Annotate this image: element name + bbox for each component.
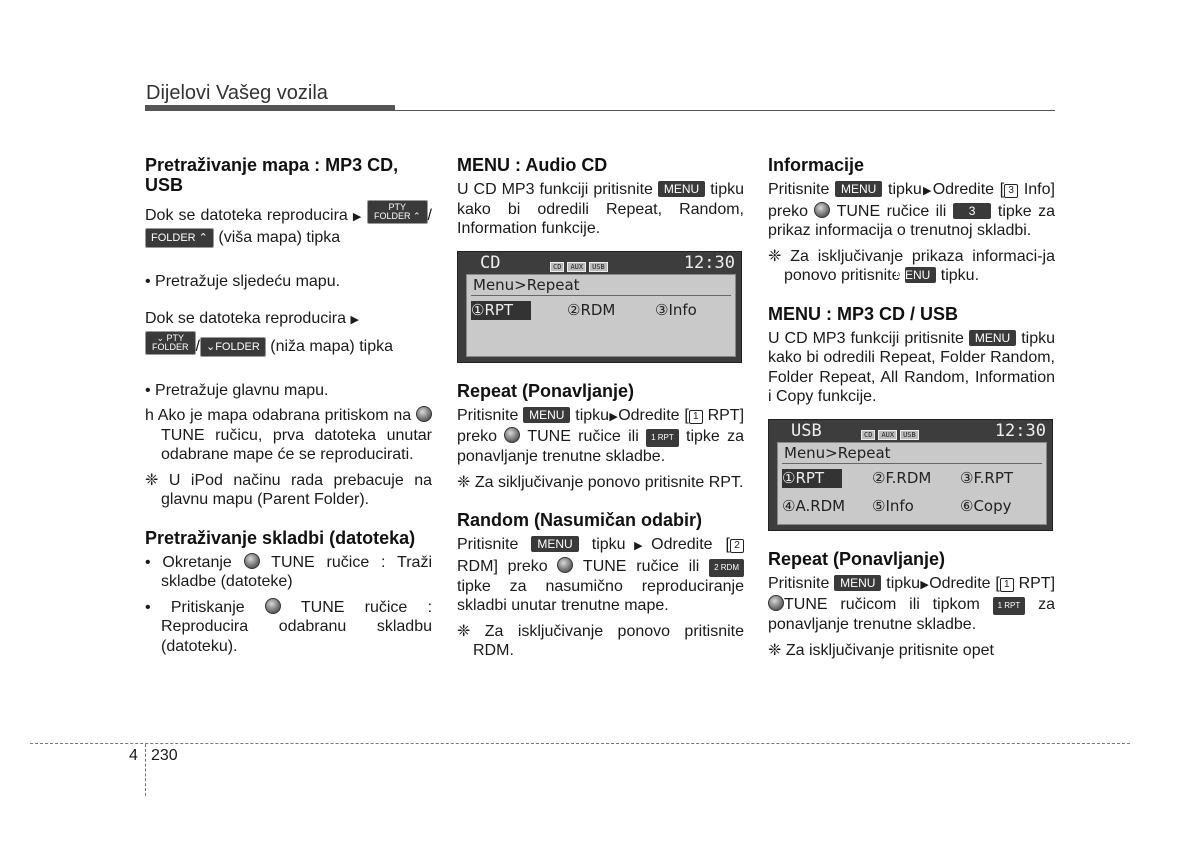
tune-knob-icon [244, 553, 260, 569]
menu-button[interactable]: MENU [531, 536, 578, 552]
menu-button[interactable]: MENU [658, 181, 705, 197]
lcd-item-rdm: ②RDM [567, 300, 616, 319]
lcd-mode: CD [480, 252, 501, 273]
lcd-item-copy: ⑥Copy [960, 496, 1012, 515]
bullet-press: • Pritiskanje TUNE ručice : Reproducira odabranu skladbu (datoteku). [145, 598, 433, 655]
column-3 [768, 155, 1055, 666]
heading-info: Informacije [768, 155, 865, 175]
play-icon: ▶ [921, 185, 933, 197]
heading-track-search: Pretraživanje skladbi (datoteka) [145, 527, 416, 548]
heading-repeat: Repeat (Ponavljanje) [457, 380, 635, 401]
lcd-display-usb [768, 419, 1053, 531]
pty-folder-up-button[interactable]: PTY FOLDER ⌃ [367, 200, 428, 224]
number-2-icon: 2 [730, 539, 744, 553]
section-title: Dijelovi Vašeg vozila [146, 82, 328, 104]
note-folder-selected: h Ako je mapa odabrana pritiskom na TUNE ručicu, prva datoteka unutar odabrane mape će se reproducirati. [145, 407, 432, 463]
folder-up-button[interactable]: FOLDER ⌃ [145, 228, 214, 248]
tune-knob-icon [504, 427, 520, 443]
paragraph-menu-audio-cd: U CD MP3 funkciji pritisnite MENU tipku kako bi odredili Repeat, Random, Information funkcije. [457, 181, 744, 237]
lcd-source-icons: CD AUX USB [861, 426, 922, 446]
heading-menu-audio-cd: MENU : Audio CD [457, 155, 608, 175]
lcd-item-a-rdm: ④A.RDM [782, 496, 846, 515]
note-repeat-off: ❈ Za siključivanje ponovo pritisnite RPT. [457, 473, 744, 491]
bullet-main-folder: • Pretražuje glavnu mapu. [145, 381, 329, 399]
paragraph-menu-mp3-usb: U CD MP3 funkciji pritisnite MENU tipku kako bi odredili Repeat, Folder Random, Folder Repeat, All Random, Information i Copy funkcije. [768, 329, 1055, 405]
rpt-button[interactable]: 1 RPT [993, 597, 1026, 615]
column-1 [145, 155, 432, 662]
lcd-item-f-rpt: ③F.RPT [960, 468, 1014, 487]
header-bar [145, 105, 395, 111]
tune-knob-icon [768, 595, 784, 611]
menu-button[interactable]: MENU [905, 267, 936, 283]
info-3-button[interactable]: 3 [953, 203, 992, 219]
heading-repeat-usb: Repeat (Ponavljanje) [768, 548, 946, 569]
tune-knob-icon [557, 557, 573, 573]
lcd-item-f-rdm: ②F.RDM [872, 468, 932, 487]
paragraph-random: Pritisnite MENU tipku▶Odredite [ 2 RDM] preko TUNE ručice ili 2 RDM tipke za nasumično reproduciranje skladbi unutar trenutne mape. [457, 536, 744, 614]
heading-folder-search: Pretraživanje mapa : MP3 CD, USB [145, 155, 399, 195]
menu-button[interactable]: MENU [835, 181, 882, 197]
note-info-off: ❈ Za isključivanje prikaza informaci-ja ponovo pritisnite MENU tipku. [768, 247, 1055, 284]
number-1-icon: 1 [689, 410, 703, 424]
lcd-source-icons: CD AUX USB [550, 258, 611, 278]
rpt-button[interactable]: 1 RPT [646, 429, 679, 447]
lcd-item-info: ③Info [655, 300, 697, 319]
lcd-clock: 12:30 [683, 252, 735, 273]
menu-button[interactable]: MENU [834, 575, 881, 591]
footer-rule [30, 743, 1130, 744]
column-2 [457, 155, 744, 667]
tune-knob-icon [416, 406, 432, 422]
lcd-clock: 12:30 [994, 420, 1046, 441]
tune-knob-icon [814, 202, 830, 218]
play-icon: ▶ [352, 211, 362, 223]
lcd-menu-path: Menu>Repeat [473, 275, 580, 294]
folder-down-button[interactable]: ⌄FOLDER [200, 337, 266, 357]
heading-menu-mp3-usb: MENU : MP3 CD / USB [768, 303, 959, 324]
bullet-next-folder: • Pretražuje sljedeću mapu. [145, 272, 341, 290]
lcd-mode: USB [791, 420, 822, 441]
note-ipod: ❈ U iPod načinu rada prebacuje na glavnu mapu (Parent Folder). [145, 471, 432, 508]
bullet-rotate: • Okretanje TUNE ručice : Traži skladbe (datoteke) [145, 553, 433, 590]
rdm-button[interactable]: 2 RDM [709, 559, 744, 577]
menu-button[interactable]: MENU [969, 330, 1016, 346]
note-repeat-usb-off: ❈ Za isključivanje pritisnite opet [768, 641, 994, 659]
paragraph-repeat-usb: Pritisnite MENU tipku▶Odredite [ 1 RPT]TUNE ručicom ili tipkom 1 RPT za ponavljanje trenutne skladbe. [768, 574, 1056, 633]
play-icon: ▶ [920, 578, 930, 591]
menu-button[interactable]: MENU [523, 407, 570, 423]
lcd-display-cd [457, 251, 742, 363]
lcd-menu-path: Menu>Repeat [784, 443, 891, 462]
number-3-icon: 3 [1004, 184, 1018, 198]
tune-knob-icon [265, 598, 281, 614]
note-random-off: ❈ Za isključivanje ponovo pritisnite RDM. [457, 622, 744, 659]
lcd-item-info: ⑤Info [872, 496, 914, 515]
pty-folder-down-button[interactable]: ⌄ PTY FOLDER [145, 331, 196, 355]
heading-random: Random (Nasumičan odabir) [457, 510, 703, 530]
paragraph-folder-up: Dok se datoteka reproducira ▶ PTY FOLDER ⌃ / FOLDER ⌃ (viša mapa) tipka [145, 202, 432, 246]
paragraph-repeat: Pritisnite MENU tipku▶Odredite [ 1 RPT] preko TUNE ručice ili 1 RPT tipke za ponavljanje trenutne skladbe. [457, 406, 745, 465]
play-icon: ▶ [609, 410, 619, 423]
paragraph-info: Pritisnite MENU tipku▶Odredite [ 3 Info] preko TUNE ručice ili 3 tipke za prikaz informacija o trenutnoj skladbi. [768, 181, 1055, 239]
page-number: 230 [151, 747, 178, 764]
paragraph-folder-down: Dok se datoteka reproducira ▶ ⌄ PTY FOLDER / ⌄FOLDER (niža mapa) tipka [145, 310, 393, 355]
chapter-number: 4 [129, 747, 138, 764]
play-icon: ▶ [625, 540, 652, 552]
lcd-item-rpt: ①RPT [782, 469, 842, 489]
play-icon: ▶ [350, 314, 359, 326]
lcd-item-rpt: ①RPT [471, 301, 531, 321]
footer-divider [145, 744, 146, 796]
header-rule [395, 110, 1055, 111]
number-1-icon: 1 [1000, 578, 1014, 592]
